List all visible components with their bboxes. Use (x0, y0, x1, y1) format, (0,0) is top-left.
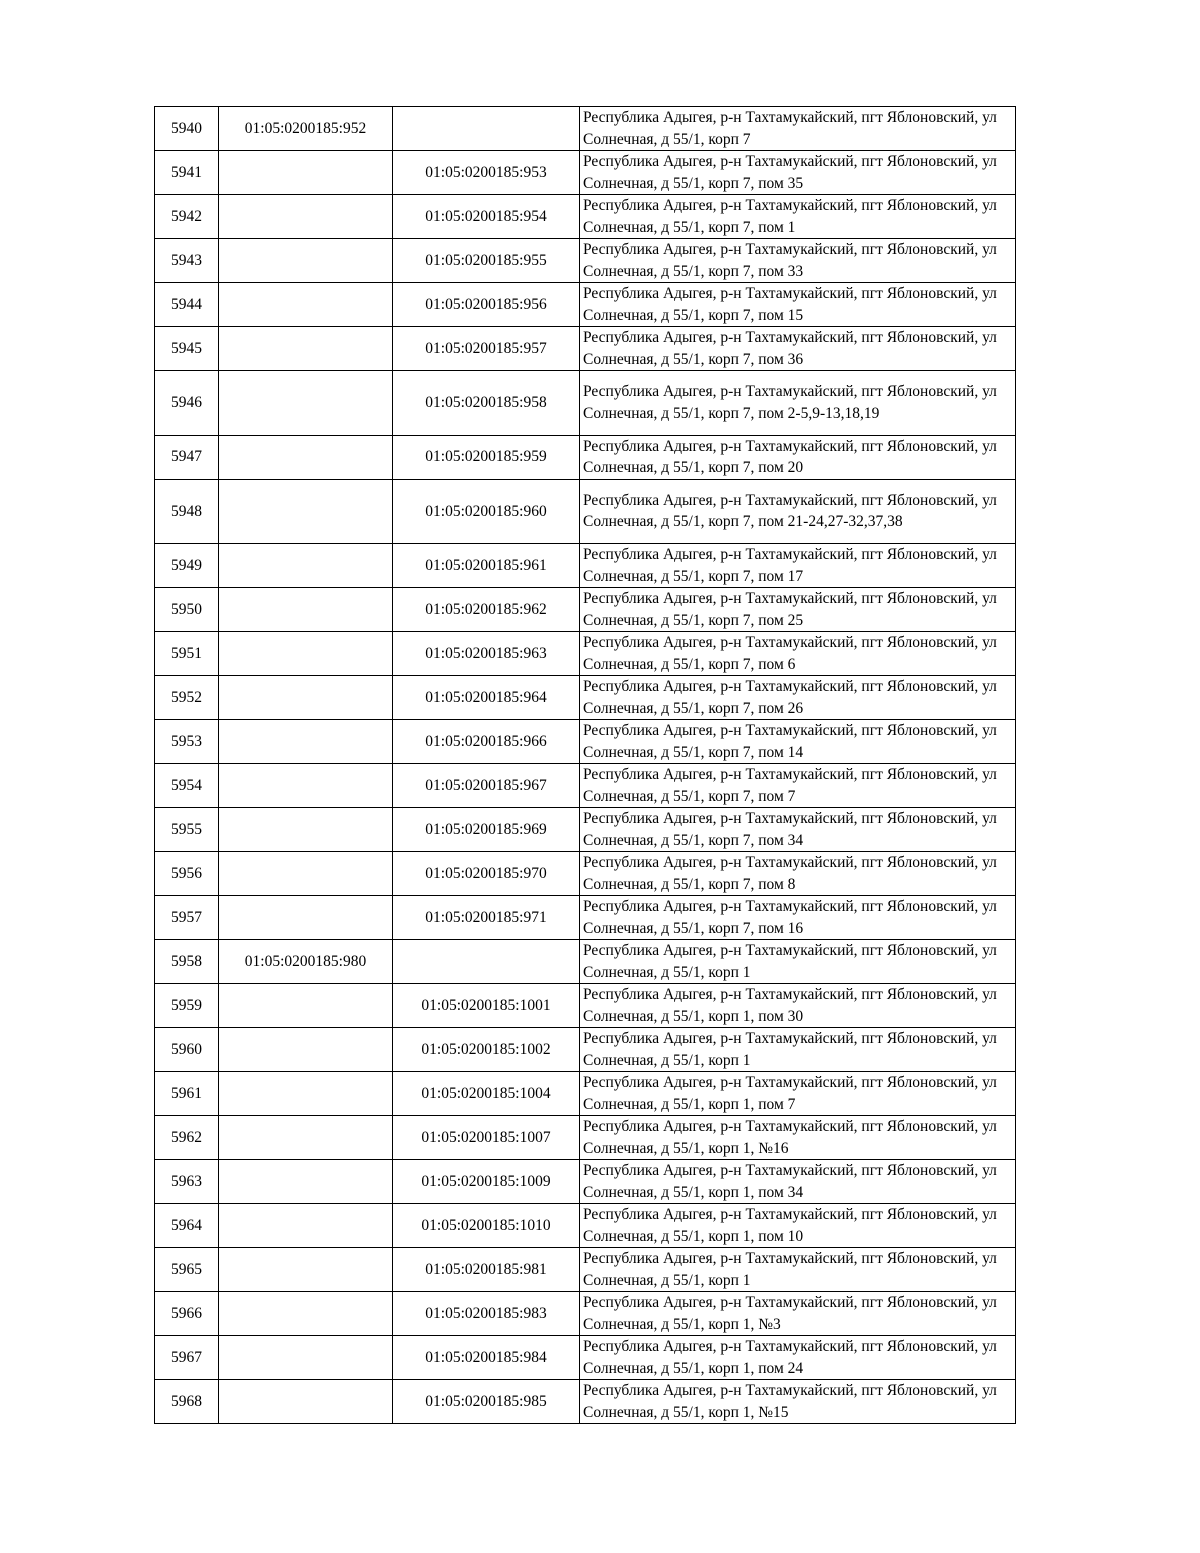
parent-cadastral-number-cell (219, 327, 393, 371)
parent-cadastral-number-cell (219, 896, 393, 940)
row-number-cell: 5942 (155, 195, 219, 239)
parent-cadastral-number-cell (219, 283, 393, 327)
parent-cadastral-number-cell (219, 1072, 393, 1116)
cadastral-number-cell: 01:05:0200185:971 (393, 896, 580, 940)
parent-cadastral-number-cell (219, 1204, 393, 1248)
row-number-cell: 5959 (155, 984, 219, 1028)
table-row (155, 327, 1016, 371)
address-cell: Республика Адыгея, р-н Тахтамукайский, пгт Яблоновский, ул Солнечная, д 55/1, корп 1 (580, 940, 1016, 984)
table-row (155, 544, 1016, 588)
parent-cadastral-number-cell (219, 195, 393, 239)
row-number-cell: 5958 (155, 940, 219, 984)
row-number-cell: 5943 (155, 239, 219, 283)
parent-cadastral-number-cell (219, 984, 393, 1028)
row-number-cell: 5949 (155, 544, 219, 588)
address-cell: Республика Адыгея, р-н Тахтамукайский, пгт Яблоновский, ул Солнечная, д 55/1, корп 1 (580, 1248, 1016, 1292)
table-row (155, 1116, 1016, 1160)
address-cell: Республика Адыгея, р-н Тахтамукайский, пгт Яблоновский, ул Солнечная, д 55/1, корп 7, пом 15 (580, 283, 1016, 327)
table-row (155, 808, 1016, 852)
table-row (155, 1160, 1016, 1204)
parent-cadastral-number-cell (219, 720, 393, 764)
parent-cadastral-number-cell (219, 764, 393, 808)
parent-cadastral-number-cell: 01:05:0200185:952 (219, 107, 393, 151)
table-row (155, 1072, 1016, 1116)
row-number-cell: 5968 (155, 1380, 219, 1424)
parent-cadastral-number-cell (219, 852, 393, 896)
address-cell: Республика Адыгея, р-н Тахтамукайский, пгт Яблоновский, ул Солнечная, д 55/1, корп 7, пом 6 (580, 632, 1016, 676)
table-row (155, 896, 1016, 940)
table-row (155, 852, 1016, 896)
property-registry-table (154, 106, 1016, 1424)
row-number-cell: 5944 (155, 283, 219, 327)
address-cell: Республика Адыгея, р-н Тахтамукайский, пгт Яблоновский, ул Солнечная, д 55/1, корп 7, пом 25 (580, 588, 1016, 632)
address-cell: Республика Адыгея, р-н Тахтамукайский, пгт Яблоновский, ул Солнечная, д 55/1, корп 1, пом 30 (580, 984, 1016, 1028)
address-cell: Республика Адыгея, р-н Тахтамукайский, пгт Яблоновский, ул Солнечная, д 55/1, корп 7, пом 7 (580, 764, 1016, 808)
row-number-cell: 5955 (155, 808, 219, 852)
row-number-cell: 5964 (155, 1204, 219, 1248)
row-number-cell: 5961 (155, 1072, 219, 1116)
cadastral-number-cell: 01:05:0200185:970 (393, 852, 580, 896)
parent-cadastral-number-cell (219, 435, 393, 479)
parent-cadastral-number-cell: 01:05:0200185:980 (219, 940, 393, 984)
table-row (155, 1028, 1016, 1072)
row-number-cell: 5953 (155, 720, 219, 764)
row-number-cell: 5945 (155, 327, 219, 371)
table-row (155, 195, 1016, 239)
row-number-cell: 5941 (155, 151, 219, 195)
row-number-cell: 5952 (155, 676, 219, 720)
parent-cadastral-number-cell (219, 1116, 393, 1160)
row-number-cell: 5950 (155, 588, 219, 632)
parent-cadastral-number-cell (219, 676, 393, 720)
address-cell: Республика Адыгея, р-н Тахтамукайский, пгт Яблоновский, ул Солнечная, д 55/1, корп 7, пом 17 (580, 544, 1016, 588)
address-cell: Республика Адыгея, р-н Тахтамукайский, пгт Яблоновский, ул Солнечная, д 55/1, корп 1, №3 (580, 1292, 1016, 1336)
cadastral-number-cell: 01:05:0200185:954 (393, 195, 580, 239)
address-cell: Республика Адыгея, р-н Тахтамукайский, пгт Яблоновский, ул Солнечная, д 55/1, корп 1, №16 (580, 1116, 1016, 1160)
address-cell: Республика Адыгея, р-н Тахтамукайский, пгт Яблоновский, ул Солнечная, д 55/1, корп 1, пом 34 (580, 1160, 1016, 1204)
cadastral-number-cell: 01:05:0200185:960 (393, 479, 580, 544)
row-number-cell: 5965 (155, 1248, 219, 1292)
parent-cadastral-number-cell (219, 1380, 393, 1424)
table-row (155, 1380, 1016, 1424)
cadastral-number-cell: 01:05:0200185:957 (393, 327, 580, 371)
table-row (155, 588, 1016, 632)
address-cell: Республика Адыгея, р-н Тахтамукайский, пгт Яблоновский, ул Солнечная, д 55/1, корп 7, пом 35 (580, 151, 1016, 195)
table-row (155, 239, 1016, 283)
address-cell: Республика Адыгея, р-н Тахтамукайский, пгт Яблоновский, ул Солнечная, д 55/1, корп 7, пом 20 (580, 435, 1016, 479)
address-cell: Республика Адыгея, р-н Тахтамукайский, пгт Яблоновский, ул Солнечная, д 55/1, корп 7, пом 8 (580, 852, 1016, 896)
table-row (155, 1248, 1016, 1292)
table-row (155, 940, 1016, 984)
address-cell: Республика Адыгея, р-н Тахтамукайский, пгт Яблоновский, ул Солнечная, д 55/1, корп 7, пом 33 (580, 239, 1016, 283)
parent-cadastral-number-cell (219, 239, 393, 283)
row-number-cell: 5960 (155, 1028, 219, 1072)
cadastral-number-cell: 01:05:0200185:958 (393, 371, 580, 436)
cadastral-number-cell: 01:05:0200185:984 (393, 1336, 580, 1380)
row-number-cell: 5946 (155, 371, 219, 436)
cadastral-number-cell: 01:05:0200185:955 (393, 239, 580, 283)
table-row (155, 283, 1016, 327)
address-cell: Республика Адыгея, р-н Тахтамукайский, пгт Яблоновский, ул Солнечная, д 55/1, корп 7, пом 2-5,9-13,18,19 (580, 371, 1016, 436)
cadastral-number-cell: 01:05:0200185:1001 (393, 984, 580, 1028)
table-row (155, 479, 1016, 544)
table-row (155, 764, 1016, 808)
address-cell: Республика Адыгея, р-н Тахтамукайский, пгт Яблоновский, ул Солнечная, д 55/1, корп 7, пом 36 (580, 327, 1016, 371)
address-cell: Республика Адыгея, р-н Тахтамукайский, пгт Яблоновский, ул Солнечная, д 55/1, корп 1, пом 24 (580, 1336, 1016, 1380)
table-row (155, 435, 1016, 479)
cadastral-number-cell: 01:05:0200185:966 (393, 720, 580, 764)
table-row (155, 632, 1016, 676)
table-body (155, 107, 1016, 1424)
cadastral-number-cell: 01:05:0200185:1004 (393, 1072, 580, 1116)
address-cell: Республика Адыгея, р-н Тахтамукайский, пгт Яблоновский, ул Солнечная, д 55/1, корп 1, №15 (580, 1380, 1016, 1424)
address-cell: Республика Адыгея, р-н Тахтамукайский, пгт Яблоновский, ул Солнечная, д 55/1, корп 1, пом 10 (580, 1204, 1016, 1248)
parent-cadastral-number-cell (219, 1292, 393, 1336)
cadastral-number-cell: 01:05:0200185:983 (393, 1292, 580, 1336)
table-row (155, 1292, 1016, 1336)
row-number-cell: 5948 (155, 479, 219, 544)
cadastral-number-cell: 01:05:0200185:959 (393, 435, 580, 479)
parent-cadastral-number-cell (219, 371, 393, 436)
cadastral-number-cell: 01:05:0200185:953 (393, 151, 580, 195)
table-row (155, 676, 1016, 720)
cadastral-number-cell: 01:05:0200185:964 (393, 676, 580, 720)
address-cell: Республика Адыгея, р-н Тахтамукайский, пгт Яблоновский, ул Солнечная, д 55/1, корп 7 (580, 107, 1016, 151)
row-number-cell: 5956 (155, 852, 219, 896)
table-row (155, 371, 1016, 436)
row-number-cell: 5954 (155, 764, 219, 808)
table-row (155, 107, 1016, 151)
address-cell: Республика Адыгея, р-н Тахтамукайский, пгт Яблоновский, ул Солнечная, д 55/1, корп 1 (580, 1028, 1016, 1072)
address-cell: Республика Адыгея, р-н Тахтамукайский, пгт Яблоновский, ул Солнечная, д 55/1, корп 7, пом 26 (580, 676, 1016, 720)
cadastral-number-cell: 01:05:0200185:967 (393, 764, 580, 808)
address-cell: Республика Адыгея, р-н Тахтамукайский, пгт Яблоновский, ул Солнечная, д 55/1, корп 1, пом 7 (580, 1072, 1016, 1116)
cadastral-number-cell (393, 940, 580, 984)
cadastral-number-cell: 01:05:0200185:963 (393, 632, 580, 676)
parent-cadastral-number-cell (219, 1248, 393, 1292)
cadastral-number-cell: 01:05:0200185:985 (393, 1380, 580, 1424)
table-row (155, 1204, 1016, 1248)
cadastral-number-cell: 01:05:0200185:969 (393, 808, 580, 852)
cadastral-number-cell: 01:05:0200185:956 (393, 283, 580, 327)
table-row (155, 1336, 1016, 1380)
address-cell: Республика Адыгея, р-н Тахтамукайский, пгт Яблоновский, ул Солнечная, д 55/1, корп 7, пом 16 (580, 896, 1016, 940)
cadastral-number-cell: 01:05:0200185:1002 (393, 1028, 580, 1072)
row-number-cell: 5966 (155, 1292, 219, 1336)
cadastral-number-cell: 01:05:0200185:1009 (393, 1160, 580, 1204)
parent-cadastral-number-cell (219, 479, 393, 544)
table-row (155, 984, 1016, 1028)
cadastral-number-cell: 01:05:0200185:962 (393, 588, 580, 632)
parent-cadastral-number-cell (219, 1160, 393, 1204)
row-number-cell: 5962 (155, 1116, 219, 1160)
parent-cadastral-number-cell (219, 588, 393, 632)
row-number-cell: 5940 (155, 107, 219, 151)
address-cell: Республика Адыгея, р-н Тахтамукайский, пгт Яблоновский, ул Солнечная, д 55/1, корп 7, пом 21-24,27-32,37,38 (580, 479, 1016, 544)
table-row (155, 720, 1016, 764)
row-number-cell: 5957 (155, 896, 219, 940)
cadastral-number-cell: 01:05:0200185:981 (393, 1248, 580, 1292)
address-cell: Республика Адыгея, р-н Тахтамукайский, пгт Яблоновский, ул Солнечная, д 55/1, корп 7, пом 1 (580, 195, 1016, 239)
row-number-cell: 5963 (155, 1160, 219, 1204)
row-number-cell: 5947 (155, 435, 219, 479)
parent-cadastral-number-cell (219, 151, 393, 195)
address-cell: Республика Адыгея, р-н Тахтамукайский, пгт Яблоновский, ул Солнечная, д 55/1, корп 7, пом 14 (580, 720, 1016, 764)
row-number-cell: 5951 (155, 632, 219, 676)
address-cell: Республика Адыгея, р-н Тахтамукайский, пгт Яблоновский, ул Солнечная, д 55/1, корп 7, пом 34 (580, 808, 1016, 852)
row-number-cell: 5967 (155, 1336, 219, 1380)
cadastral-number-cell: 01:05:0200185:1010 (393, 1204, 580, 1248)
parent-cadastral-number-cell (219, 808, 393, 852)
parent-cadastral-number-cell (219, 1028, 393, 1072)
parent-cadastral-number-cell (219, 632, 393, 676)
parent-cadastral-number-cell (219, 1336, 393, 1380)
cadastral-number-cell: 01:05:0200185:961 (393, 544, 580, 588)
parent-cadastral-number-cell (219, 544, 393, 588)
cadastral-number-cell (393, 107, 580, 151)
table-row (155, 151, 1016, 195)
cadastral-number-cell: 01:05:0200185:1007 (393, 1116, 580, 1160)
